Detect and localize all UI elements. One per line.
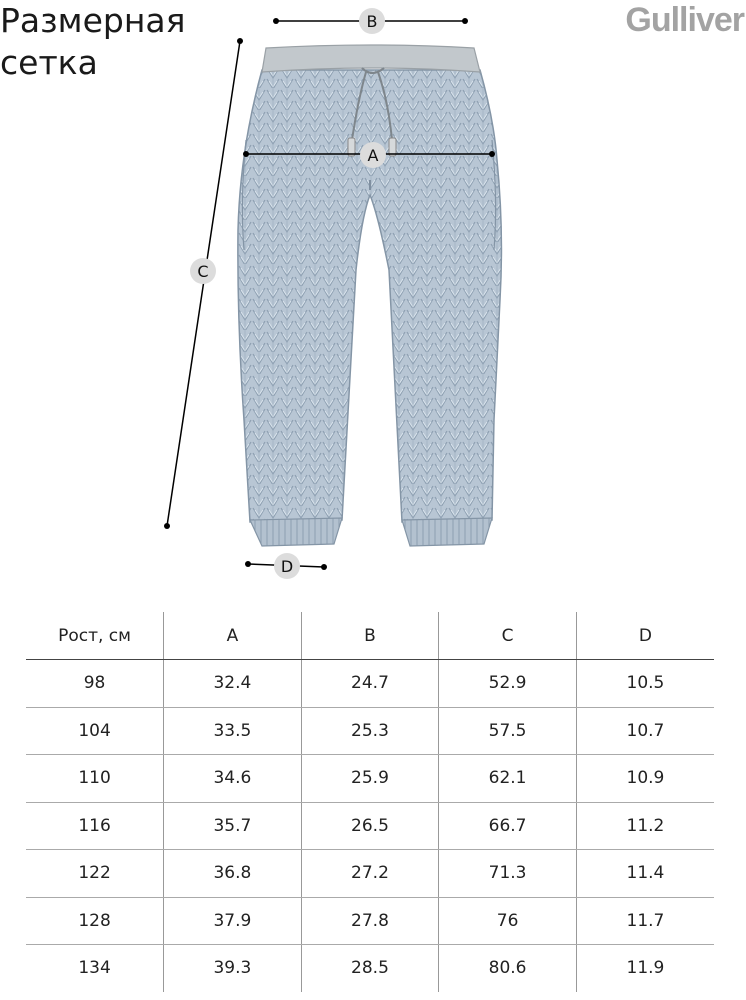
- measure-d-label: D: [280, 557, 294, 576]
- cell-c: 76: [439, 897, 577, 945]
- title-line-2: сетка: [0, 43, 98, 82]
- cell-b: 28.5: [301, 945, 439, 992]
- cell-height: 128: [26, 897, 164, 945]
- cell-height: 122: [26, 850, 164, 898]
- cell-a: 32.4: [164, 660, 302, 708]
- pants-body: [238, 70, 502, 522]
- brand-logo-text: Gulliver: [625, 1, 744, 36]
- measure-a-label: A: [367, 146, 379, 165]
- cell-height: 104: [26, 707, 164, 755]
- cell-a: 37.9: [164, 897, 302, 945]
- cell-d: 10.7: [576, 707, 714, 755]
- header-height: Рост, см: [26, 612, 164, 660]
- cell-b: 27.2: [301, 850, 439, 898]
- cell-height: 98: [26, 660, 164, 708]
- cell-b: 25.9: [301, 755, 439, 803]
- cell-b: 25.3: [301, 707, 439, 755]
- table-row: [26, 660, 714, 708]
- cell-d: 11.4: [576, 850, 714, 898]
- table-row: [26, 802, 714, 850]
- cell-d: 11.7: [576, 897, 714, 945]
- title-line-1: Размерная: [0, 1, 186, 40]
- header-b: B: [301, 612, 439, 660]
- header-c: C: [439, 612, 577, 660]
- measure-c: [164, 38, 243, 529]
- table-row: [26, 897, 714, 945]
- cell-a: 36.8: [164, 850, 302, 898]
- table-row: [26, 850, 714, 898]
- measure-c-label: C: [197, 262, 209, 281]
- measure-b: [273, 8, 468, 34]
- cell-a: 39.3: [164, 945, 302, 992]
- cell-height: 134: [78, 958, 111, 979]
- cell-d: 10.9: [576, 755, 714, 803]
- cell-height: 116: [26, 802, 164, 850]
- cell-b: 24.7: [301, 660, 439, 708]
- cell-c: 57.5: [439, 707, 577, 755]
- cell-b: 27.8: [301, 897, 439, 945]
- header-a: A: [164, 612, 302, 660]
- left-cuff: [250, 518, 342, 546]
- measure-d: [245, 553, 327, 579]
- cell-a: 33.5: [164, 707, 302, 755]
- cell-c: 80.6: [439, 945, 577, 992]
- right-cuff: [402, 518, 492, 546]
- cell-c: 52.9: [439, 660, 577, 708]
- cell-c: 71.3: [439, 850, 577, 898]
- cell-a: 34.6: [164, 755, 302, 803]
- measure-b-label: B: [366, 12, 378, 31]
- cell-b: 26.5: [301, 802, 439, 850]
- cell-d: 11.9: [576, 945, 714, 992]
- size-table-header: [26, 612, 714, 660]
- table-row: [26, 755, 714, 803]
- waistband: [262, 45, 480, 72]
- cell-height: 110: [26, 755, 164, 803]
- cell-d: 11.2: [576, 802, 714, 850]
- cell-a: 35.7: [164, 802, 302, 850]
- header-d: D: [576, 612, 714, 660]
- cell-c: 66.7: [439, 802, 577, 850]
- cell-d: 10.5: [576, 660, 714, 708]
- cell-c: 62.1: [439, 755, 577, 803]
- table-row: [26, 945, 714, 992]
- table-row: [26, 707, 714, 755]
- size-table: [26, 612, 714, 992]
